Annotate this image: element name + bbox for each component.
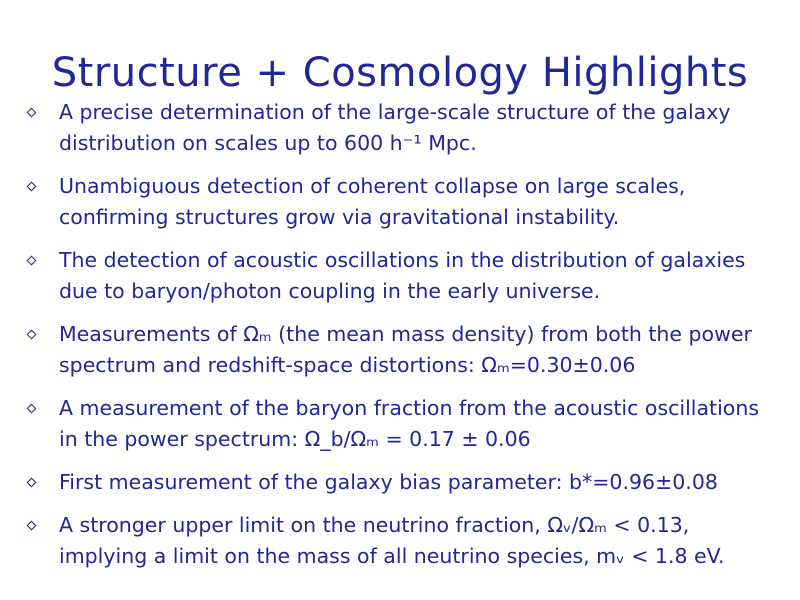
bullet-item [28, 510, 778, 572]
diamond-bullet-icon [27, 330, 37, 340]
diamond-bullet-icon [27, 521, 37, 531]
bullet-item [28, 245, 778, 307]
diamond-bullet-icon [27, 478, 37, 488]
diamond-bullet-icon [27, 108, 37, 118]
bullet-list [28, 97, 778, 584]
diamond-bullet-icon [27, 404, 37, 414]
bullet-item [28, 393, 778, 455]
bullet-text: Measurements of Ωₘ (the mean mass density) from both the power spectrum and redshift-space distortions: Ωₘ=0.30±0.06 [59, 322, 752, 377]
diamond-bullet-icon [27, 182, 37, 192]
bullet-text: First measurement of the galaxy bias parameter: b*=0.96±0.08 [59, 470, 718, 494]
bullet-text: A stronger upper limit on the neutrino fraction, Ωᵥ/Ωₘ < 0.13, implying a limit on the mass of all neutrino species, mᵥ < 1.8 eV. [59, 513, 725, 568]
bullet-item [28, 319, 778, 381]
bullet-text: A precise determination of the large-scale structure of the galaxy distribution on scales up to 600 h⁻¹ Mpc. [59, 100, 731, 155]
bullet-text: A measurement of the baryon fraction from the acoustic oscillations in the power spectrum: Ω_b/Ωₘ = 0.17 ± 0.06 [59, 396, 760, 451]
bullet-item [28, 467, 778, 498]
bullet-item [28, 97, 778, 159]
bullet-text: Unambiguous detection of coherent collapse on large scales, confirming structures grow via gravitational instability. [59, 174, 686, 229]
diamond-bullet-icon [27, 256, 37, 266]
bullet-text: The detection of acoustic oscillations in the distribution of galaxies due to baryon/photon coupling in the early universe. [59, 248, 746, 303]
slide-title: Structure + Cosmology Highlights [51, 49, 749, 96]
bullet-item [28, 171, 778, 233]
